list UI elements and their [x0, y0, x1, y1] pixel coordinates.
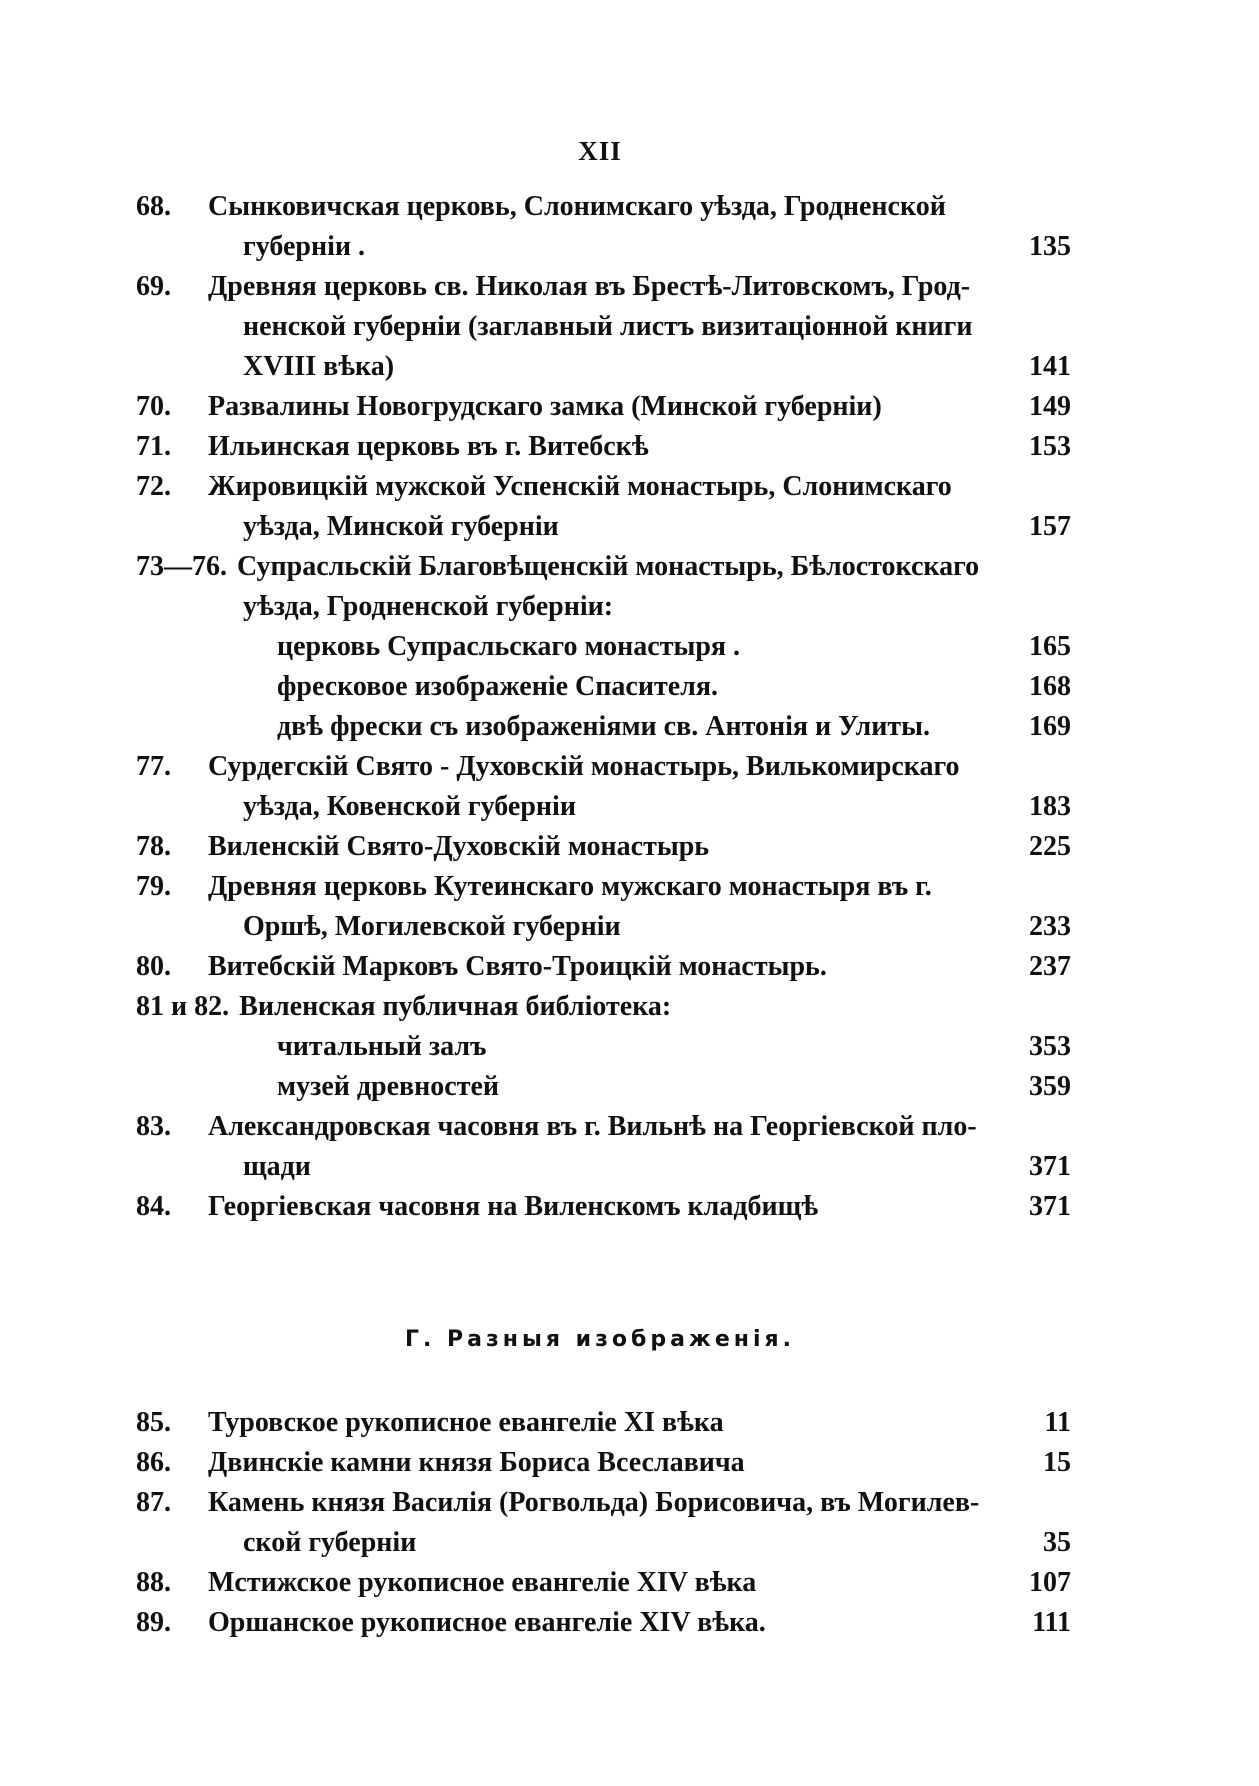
list-item	[136, 867, 1071, 947]
section-heading: Г. Разныя изображенія.	[405, 1327, 795, 1352]
entry-page: 157	[1029, 511, 1071, 542]
entry-page: 233	[1029, 911, 1071, 942]
entry-number: 81 и 82.	[136, 991, 230, 1022]
list-item	[136, 947, 1071, 987]
sub-entry	[136, 1027, 1071, 1067]
list-item	[136, 427, 1071, 467]
entry-number: 71.	[136, 431, 171, 462]
list-item	[136, 827, 1071, 867]
page-number: XII	[578, 136, 622, 166]
entry-title: Развалины Новогрудскаго замка (Минской губерніи)	[208, 391, 882, 422]
entry-page: 237	[1029, 951, 1071, 982]
entry-title: Камень князя Василія (Рогвольда) Борисовича, въ Могилев-	[208, 1487, 980, 1518]
entry-page: 111	[1032, 1607, 1071, 1638]
entry-title: Древняя церковь св. Николая въ Брестѣ-Литовскомъ, Грод-	[208, 271, 971, 302]
list-item	[136, 987, 1071, 1107]
entry-page: 11	[1044, 1407, 1071, 1438]
entry-title: уѣзда, Ковенской губерніи	[243, 791, 576, 822]
entry-page: 149	[1029, 391, 1071, 422]
entry-page: 135	[1029, 231, 1071, 262]
entry-title: Александровская часовня въ г. Вильнѣ на Георгіевской пло-	[208, 1111, 977, 1142]
entry-number: 78.	[136, 831, 171, 862]
entry-title: щади	[243, 1151, 311, 1182]
entry-title: Виленская публичная библіотека:	[239, 991, 672, 1022]
list-item	[136, 267, 1071, 387]
entry-number: 84.	[136, 1191, 171, 1222]
entry-page: 168	[1029, 671, 1071, 702]
list-item	[136, 1443, 1071, 1483]
sub-entry-title: двѣ фрески съ изображеніями св. Антонія и Улиты.	[277, 711, 930, 742]
entry-title: Древняя церковь Кутеинскаго мужскаго монастыря въ г.	[208, 871, 932, 902]
entry-page: 371	[1029, 1151, 1071, 1182]
entry-title: XVIII вѣка)	[243, 351, 395, 382]
entry-title: Оршѣ, Могилевской губерніи	[243, 911, 621, 942]
sub-entry	[136, 707, 1071, 747]
entry-title: уѣзда, Гродненской губерніи:	[243, 591, 614, 622]
entry-title: Туровское рукописное евангеліе XI вѣка	[208, 1407, 724, 1438]
entry-title: Сынковичская церковь, Слонимскаго уѣзда, Гродненской	[208, 191, 946, 222]
entry-title: Оршанское рукописное евангеліе XIV вѣка.	[208, 1607, 766, 1638]
entry-number: 85.	[136, 1407, 171, 1438]
sub-entry-title: фресковое изображеніе Спасителя.	[277, 671, 719, 702]
entry-title: Георгіевская часовня на Виленскомъ кладбищѣ	[208, 1191, 819, 1222]
list-item	[136, 747, 1071, 827]
toc-list-top	[136, 187, 1071, 1227]
list-item	[136, 187, 1071, 267]
list-item	[136, 1187, 1071, 1227]
entry-number: 86.	[136, 1447, 171, 1478]
entry-title: Ильинская церковь въ г. Витебскѣ	[208, 431, 649, 462]
entry-page: 371	[1029, 1191, 1071, 1222]
entry-page: 35	[1043, 1527, 1071, 1558]
list-item	[136, 547, 1071, 747]
entry-page: 183	[1029, 791, 1071, 822]
entry-title: Двинскіе камни князя Бориса Всеславича	[208, 1447, 745, 1478]
entry-page: 141	[1029, 351, 1071, 382]
toc-list-bottom	[136, 1403, 1071, 1643]
entry-title: Мстижское рукописное евангеліе XIV вѣка	[208, 1567, 757, 1598]
sub-entry	[136, 1067, 1071, 1107]
entry-title: Витебскій Марковъ Свято-Троицкій монастырь.	[208, 951, 827, 982]
entry-title: Жировицкій мужской Успенскій монастырь, Слонимскаго	[208, 471, 952, 502]
sub-entry	[136, 627, 1071, 667]
entry-page: 225	[1029, 831, 1071, 862]
entry-page: 353	[1029, 1031, 1071, 1062]
sub-entry-title: читальный залъ	[277, 1031, 487, 1062]
list-item	[136, 1403, 1071, 1443]
entry-title: Супрасльскій Благовѣщенскій монастырь, Бѣлостокскаго	[237, 551, 980, 582]
sub-entry-title: музей древностей	[277, 1071, 500, 1102]
list-item	[136, 1563, 1071, 1603]
entry-number: 77.	[136, 751, 171, 782]
entry-number: 68.	[136, 191, 171, 222]
entry-number: 70.	[136, 391, 171, 422]
entry-number: 89.	[136, 1607, 171, 1638]
entry-page: 359	[1029, 1071, 1071, 1102]
sub-entry	[136, 667, 1071, 707]
entry-number: 72.	[136, 471, 171, 502]
list-item	[136, 467, 1071, 547]
entry-number: 87.	[136, 1487, 171, 1518]
entry-number: 79.	[136, 871, 171, 902]
entry-page: 165	[1029, 631, 1071, 662]
entry-number: 83.	[136, 1111, 171, 1142]
entry-title: ненской губерніи (заглавный листъ визитаціонной книги	[243, 311, 973, 342]
entry-number: 80.	[136, 951, 171, 982]
entry-number: 69.	[136, 271, 171, 302]
entry-number: 73—76.	[136, 551, 227, 582]
entry-title: ской губерніи	[243, 1527, 417, 1558]
entry-title: уѣзда, Минской губерніи	[243, 511, 559, 542]
entry-page: 107	[1029, 1567, 1071, 1598]
list-item	[136, 1107, 1071, 1187]
entry-page: 169	[1029, 711, 1071, 742]
entry-title: Сурдегскій Свято - Духовскій монастырь, Вилькомирскаго	[208, 751, 960, 782]
entry-title: Виленскій Свято-Духовскій монастырь	[208, 831, 710, 862]
entry-page: 153	[1029, 431, 1071, 462]
entry-page: 15	[1043, 1447, 1071, 1478]
entry-title: губерніи .	[243, 231, 366, 262]
list-item	[136, 387, 1071, 427]
sub-entry-title: церковь Супрасльскаго монастыря .	[277, 631, 741, 662]
list-item	[136, 1483, 1071, 1563]
entry-number: 88.	[136, 1567, 171, 1598]
list-item	[136, 1603, 1071, 1643]
